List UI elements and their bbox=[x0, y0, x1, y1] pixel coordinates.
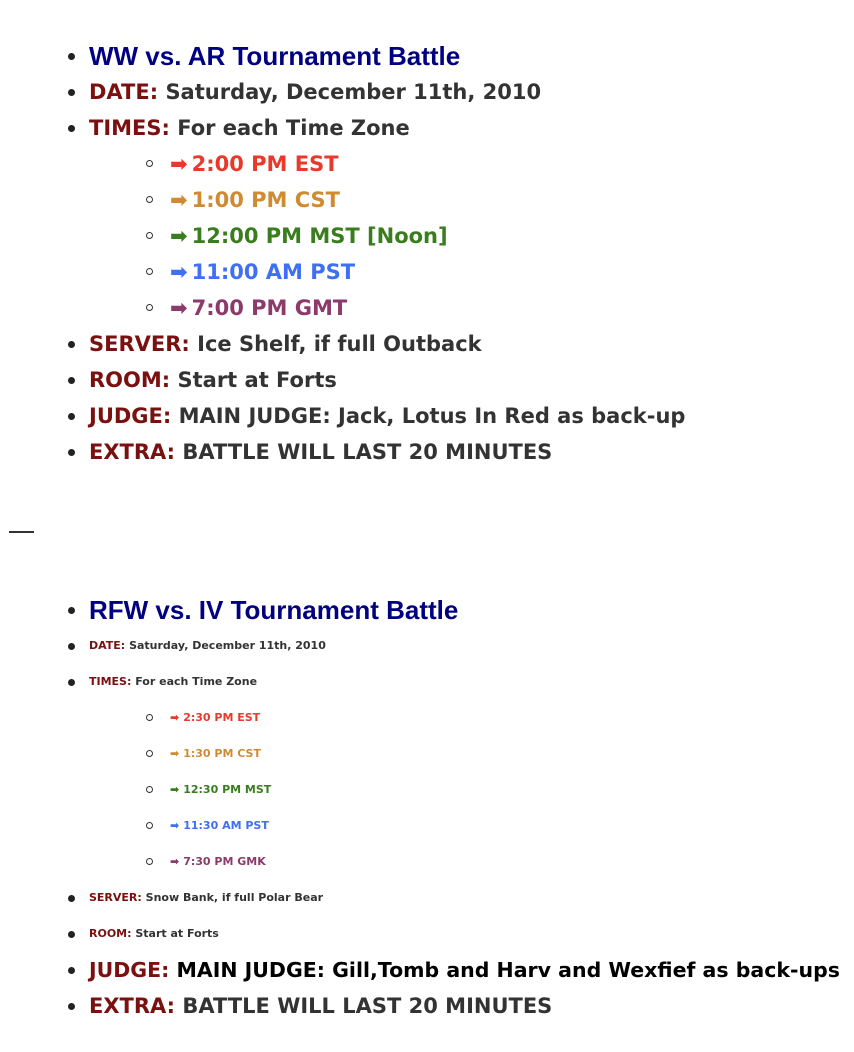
date-item bbox=[0, 628, 840, 664]
time-text: 12:30 PM MST bbox=[183, 783, 272, 796]
battle-title: RFW vs. IV Tournament Battle bbox=[89, 595, 459, 625]
server-item bbox=[0, 880, 840, 916]
time-text: 2:30 PM EST bbox=[183, 711, 261, 724]
room-value: Start at Forts bbox=[135, 927, 219, 940]
time-zone-list bbox=[89, 700, 840, 880]
time-text: 1:00 PM CST bbox=[191, 188, 341, 212]
extra-item bbox=[0, 988, 840, 1024]
times-value: For each Time Zone bbox=[135, 675, 258, 688]
judge-item bbox=[0, 398, 685, 434]
battle-title-item bbox=[0, 38, 685, 74]
time-text: 2:00 PM EST bbox=[191, 152, 339, 176]
right-arrow-icon: ➡ bbox=[170, 783, 180, 796]
extra-label: EXTRA: bbox=[89, 994, 176, 1018]
time-zone-item bbox=[0, 290, 685, 326]
times-value: For each Time Zone bbox=[177, 116, 410, 140]
time-zone-item bbox=[0, 808, 840, 844]
judge-label: JUDGE: bbox=[89, 958, 170, 982]
date-item bbox=[0, 74, 685, 110]
judge-item bbox=[0, 952, 840, 988]
right-arrow-icon: ➡ bbox=[170, 711, 180, 724]
extra-value: BATTLE WILL LAST 20 MINUTES bbox=[182, 440, 553, 464]
time-text: 11:30 AM PST bbox=[183, 819, 269, 832]
time-zone-item bbox=[0, 254, 685, 290]
server-value: Ice Shelf, if full Outback bbox=[197, 332, 482, 356]
battle-list bbox=[0, 592, 840, 1024]
time-zone-item bbox=[0, 700, 840, 736]
time-zone-item bbox=[0, 146, 685, 182]
room-label: ROOM: bbox=[89, 368, 171, 392]
right-arrow-icon: ➡ bbox=[170, 819, 180, 832]
time-zone-item bbox=[0, 182, 685, 218]
date-label: DATE: bbox=[89, 639, 126, 652]
battle-title-item bbox=[0, 592, 840, 628]
times-label: TIMES: bbox=[89, 116, 170, 140]
judge-label: JUDGE: bbox=[89, 404, 172, 428]
time-zone-item bbox=[0, 844, 840, 880]
battle-title: WW vs. AR Tournament Battle bbox=[89, 41, 461, 71]
right-arrow-icon: ➡ bbox=[170, 855, 180, 868]
battle-block-2 bbox=[0, 592, 840, 1024]
time-text: 7:30 PM GMK bbox=[183, 855, 266, 868]
time-text: 12:00 PM MST [Noon] bbox=[191, 224, 448, 248]
right-arrow-icon: ➡ bbox=[170, 188, 188, 212]
right-arrow-icon: ➡ bbox=[170, 296, 188, 320]
right-arrow-icon: ➡ bbox=[170, 224, 188, 248]
server-value: Snow Bank, if full Polar Bear bbox=[145, 891, 324, 904]
extra-label: EXTRA: bbox=[89, 440, 176, 464]
separator-dash bbox=[9, 531, 34, 533]
extra-item bbox=[0, 434, 685, 470]
room-item bbox=[0, 362, 685, 398]
date-value: Saturday, December 11th, 2010 bbox=[165, 80, 542, 104]
time-zone-item bbox=[0, 218, 685, 254]
time-text: 1:30 PM CST bbox=[183, 747, 261, 760]
extra-value: BATTLE WILL LAST 20 MINUTES bbox=[182, 994, 553, 1018]
date-value: Saturday, December 11th, 2010 bbox=[129, 639, 326, 652]
judge-value: MAIN JUDGE: Jack, Lotus In Red as back-up bbox=[178, 404, 686, 428]
right-arrow-icon: ➡ bbox=[170, 152, 188, 176]
server-label: SERVER: bbox=[89, 891, 142, 904]
server-item bbox=[0, 326, 685, 362]
room-item bbox=[0, 916, 840, 952]
time-zone-item bbox=[0, 772, 840, 808]
times-item bbox=[0, 110, 685, 326]
server-label: SERVER: bbox=[89, 332, 190, 356]
room-value: Start at Forts bbox=[177, 368, 337, 392]
time-zone-list bbox=[89, 146, 685, 326]
time-zone-item bbox=[0, 736, 840, 772]
right-arrow-icon: ➡ bbox=[170, 747, 180, 760]
judge-value: MAIN JUDGE: Gill,Tomb and Harv and Wexfief as back-ups bbox=[176, 958, 841, 982]
room-label: ROOM: bbox=[89, 927, 132, 940]
time-text: 7:00 PM GMT bbox=[191, 296, 348, 320]
time-text: 11:00 AM PST bbox=[191, 260, 356, 284]
date-label: DATE: bbox=[89, 80, 159, 104]
times-item bbox=[0, 664, 840, 880]
right-arrow-icon: ➡ bbox=[170, 260, 188, 284]
times-label: TIMES: bbox=[89, 675, 132, 688]
battle-list bbox=[0, 38, 685, 470]
battle-block-1 bbox=[0, 38, 685, 470]
